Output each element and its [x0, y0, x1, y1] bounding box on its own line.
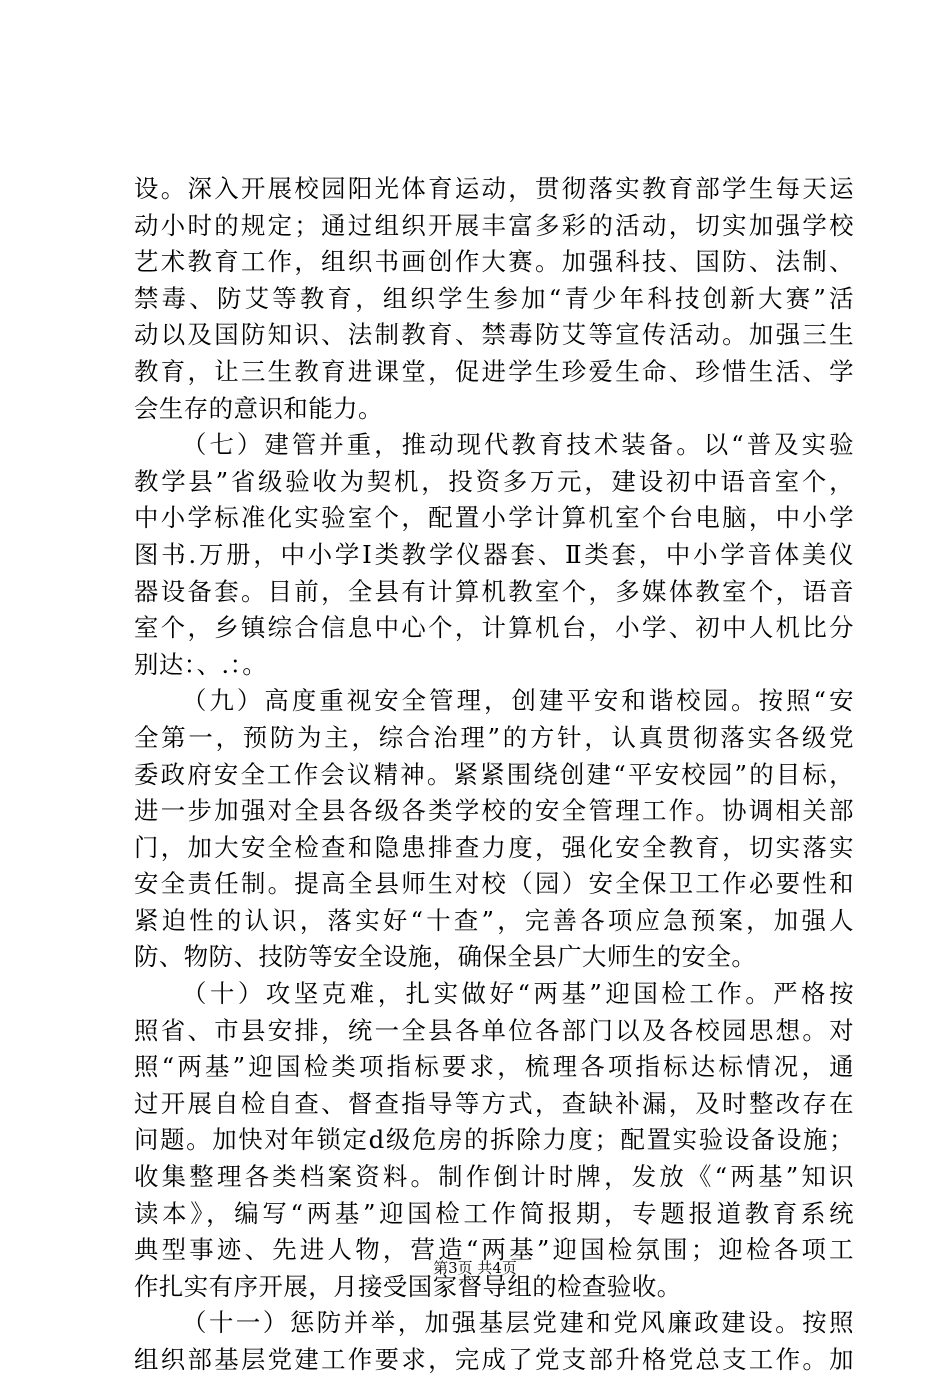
- text-line: 教学县”省级验收为契机，投资多万元，建设初中语音室个，: [134, 466, 854, 496]
- paragraph: [134, 683, 854, 976]
- text-line: 中小学标准化实验室个，配置小学计算机室个台电脑，中小学: [134, 503, 854, 533]
- text-line: 过开展自检自查、督查指导等方式，查缺补漏，及时整改存在: [134, 1088, 854, 1118]
- text-line: 委政府安全工作会议精神。紧紧围绕创建“平安校园”的目标，: [134, 759, 854, 789]
- paragraph: [134, 171, 854, 427]
- text-line: （七）建管并重，推动现代教育技术装备。以“普及实验: [182, 430, 854, 460]
- text-line: （十一）惩防并举，加强基层党建和党风廉政建设。按照: [182, 1308, 854, 1338]
- text-line: 全第一，预防为主，综合治理”的方针，认真贯彻落实各级党: [134, 722, 854, 752]
- text-line: 安全责任制。提高全县师生对校（园）安全保卫工作必要性和: [134, 869, 854, 899]
- text-line: 门，加大安全检查和隐患排查力度，强化安全教育，切实落实: [134, 832, 854, 862]
- text-line: 照“两基”迎国检类项指标要求，梳理各项指标达标情况，通: [134, 1052, 854, 1082]
- paragraph: [134, 427, 854, 683]
- page-footer: 第3页 共4页: [433, 1259, 517, 1277]
- text-line: 防、物防、技防等安全设施，确保全县广大师生的安全。: [134, 942, 757, 972]
- text-line: 收集整理各类档案资料。制作倒计时牌，发放《“两基”知识: [134, 1162, 854, 1192]
- text-line: 艺术教育工作，组织书画创作大赛。加强科技、国防、法制、: [134, 247, 854, 277]
- text-line: （十）攻坚克难，扎实做好“两基”迎国检工作。严格按: [182, 979, 854, 1009]
- text-line: 组织部基层党建工作要求，完成了党支部升格党总支工作。加: [134, 1345, 854, 1374]
- text-line: （九）高度重视安全管理，创建平安和谐校园。按照“安: [182, 686, 854, 716]
- text-line: 图书.万册，中小学Ⅰ类教学仪器套、Ⅱ类套，中小学音体美仪: [134, 539, 854, 569]
- text-line: 教育，让三生教育进课堂，促进学生珍爱生命、珍惜生活、学: [134, 356, 854, 386]
- text-line: 问题。加快对年锁定d级危房的拆除力度；配置实验设备设施；: [134, 1125, 854, 1155]
- text-line: 器设备套。目前，全县有计算机教室个，多媒体教室个，语音: [134, 576, 854, 606]
- paragraph: [134, 976, 854, 1305]
- text-line: 别达：、.：。: [134, 649, 268, 679]
- text-line: 设。深入开展校园阳光体育运动，贯彻落实教育部学生每天运: [134, 174, 854, 203]
- text-line: 动以及国防知识、法制教育、禁毒防艾等宣传活动。加强三生: [134, 320, 854, 350]
- text-line: 紧迫性的认识，落实好“十查”，完善各项应急预案，加强人: [134, 905, 854, 935]
- text-line: 禁毒、防艾等教育，组织学生参加“青少年科技创新大赛”活: [134, 283, 854, 313]
- document-body: [134, 171, 854, 1379]
- text-line: 照省、市县安排，统一全县各单位各部门以及各校园思想。对: [134, 1015, 854, 1045]
- text-line: 读本》，编写“两基”迎国检工作简报期，专题报道教育系统: [134, 1198, 854, 1228]
- text-line: 典型事迹、先进人物，营造“两基”迎国检氛围；迎检各项工: [134, 1235, 854, 1265]
- text-line: 进一步加强对全县各级各类学校的安全管理工作。协调相关部: [134, 796, 854, 826]
- paragraph: [134, 1305, 854, 1378]
- text-line: 室个，乡镇综合信息中心个，计算机台，小学、初中人机比分: [134, 613, 854, 643]
- text-line: 动小时的规定；通过组织开展丰富多彩的活动，切实加强学校: [134, 210, 854, 240]
- text-line: 作扎实有序开展，月接受国家督导组的检查验收。: [134, 1271, 682, 1301]
- text-line: 会生存的意识和能力。: [134, 393, 383, 423]
